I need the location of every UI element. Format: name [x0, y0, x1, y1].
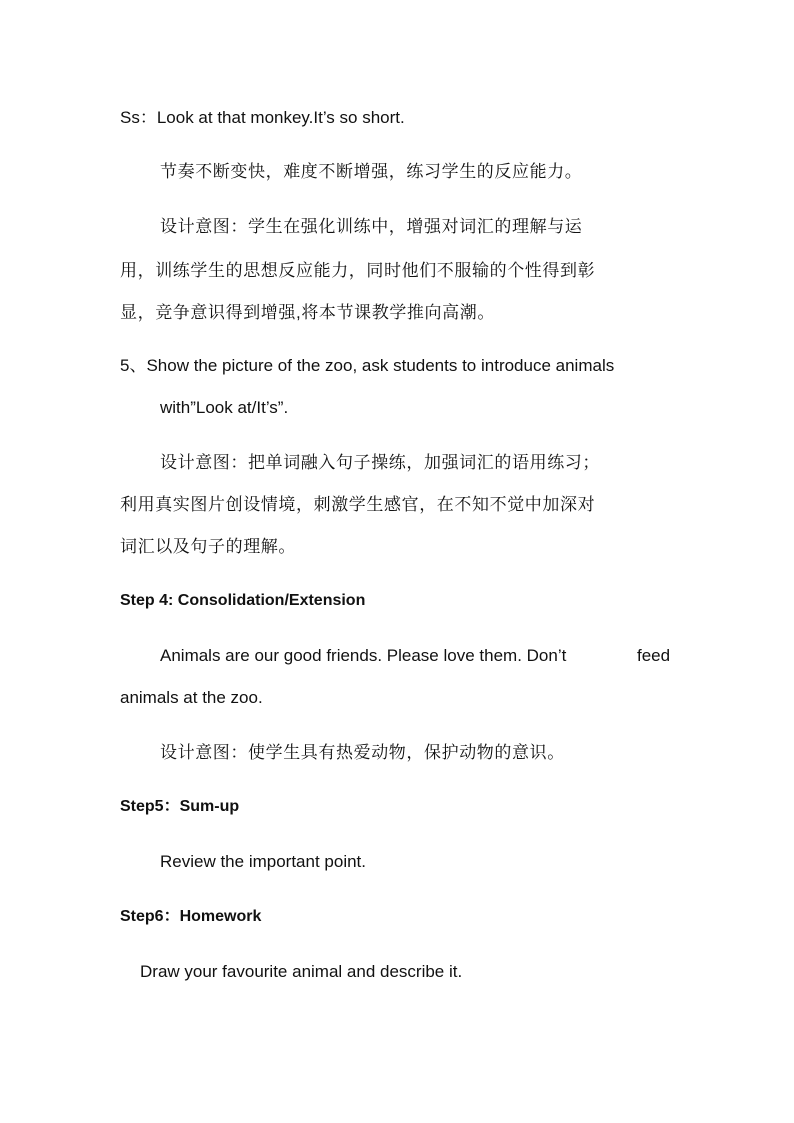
design-intent-text: 用，训练学生的思想反应能力，同时他们不服输的个性得到彰: [120, 261, 596, 280]
step-item-text: with”Look at/It’s”.: [160, 398, 289, 417]
paragraph-text: Animals are our good friends. Please love them. Don’t: [160, 646, 567, 665]
design-intent-text: 设计意图：学生在强化训练中，增强对词汇的理解与运: [160, 217, 583, 236]
step-heading: Step5：Sum-up: [120, 798, 240, 815]
dialogue-line: Ss：Look at that monkey.It’s so short.: [120, 108, 405, 127]
paragraph-text: animals at the zoo.: [120, 688, 263, 707]
step-item-text: 5、Show the picture of the zoo, ask students to introduce animals: [120, 356, 615, 375]
paragraph-text: Draw your favourite animal and describe it.: [140, 962, 463, 981]
step-heading: Step 4: Consolidation/Extension: [120, 592, 366, 609]
design-intent-text: 设计意图：把单词融入句子操练，加强词汇的语用练习；: [160, 453, 600, 472]
paragraph-text: feed: [637, 646, 671, 665]
paragraph-text: 节奏不断变快，难度不断增强，练习学生的反应能力。: [160, 162, 583, 181]
step-heading: Step6：Homework: [120, 908, 262, 925]
design-intent-text: 词汇以及句子的理解。: [120, 537, 296, 556]
design-intent-text: 利用真实图片创设情境，刺激学生感官，在不知不觉中加深对: [120, 495, 596, 514]
paragraph-text: Review the important point.: [160, 852, 366, 871]
design-intent-text: 设计意图：使学生具有热爱动物，保护动物的意识。: [160, 743, 565, 762]
design-intent-text: 显，竞争意识得到增强,将本节课教学推向高潮。: [120, 303, 495, 322]
